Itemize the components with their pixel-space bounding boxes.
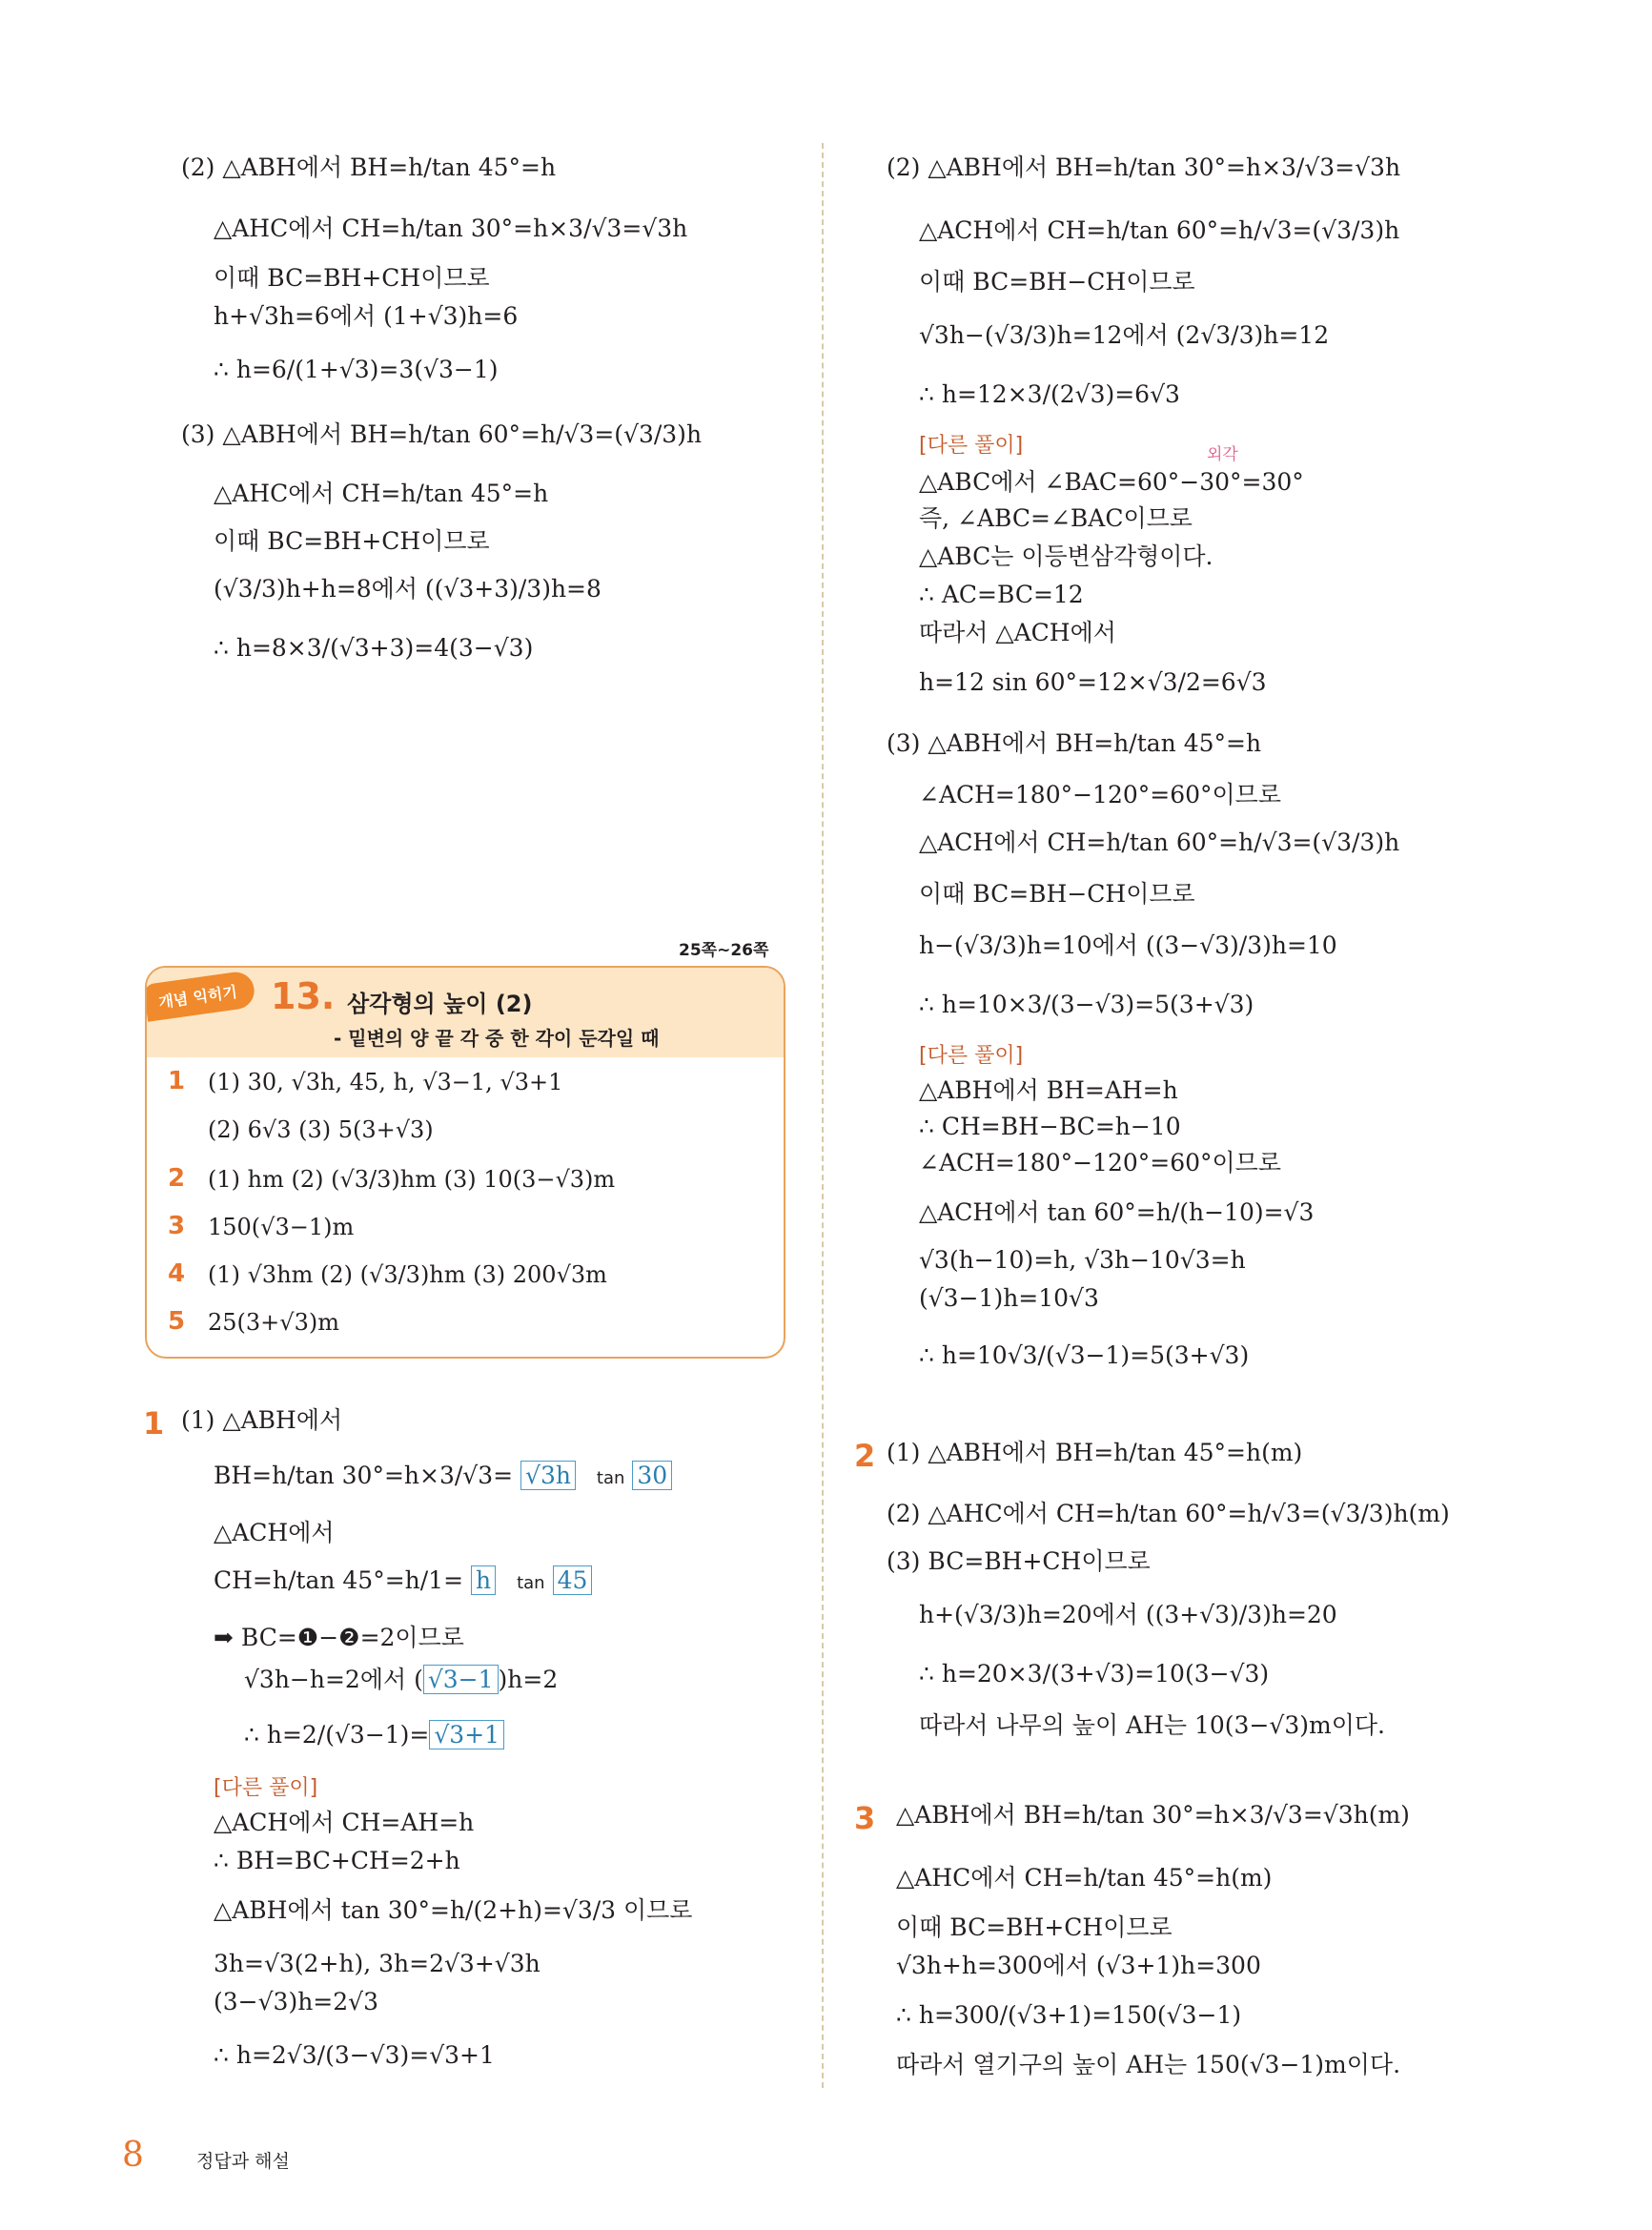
solution-line: ∴ h=8×3/(√3+3)=4(3−√3) [214, 634, 534, 662]
page-number: 8 [122, 2136, 144, 2175]
solution-line: (3) △ABH에서 BH=h/tan 60°=h/√3=(√3/3)h [181, 420, 703, 448]
solution-line [244, 1720, 504, 1750]
answer-text: (1) √3hm (2) (√3/3)hm (3) 200√3m [208, 1261, 607, 1288]
solution-line: △ACH에서 CH=h/tan 60°=h/√3=(√3/3)h [919, 216, 1400, 244]
solution-line: (1) △ABH에서 BH=h/tan 45°=h(m) [887, 1439, 1303, 1466]
alt-solution-tag: [다른 풀이] [919, 1044, 1024, 1068]
solution-line: ∴ h=10√3/(√3−1)=5(3+√3) [919, 1341, 1250, 1369]
solution-line: △ABH에서 BH=AH=h [919, 1076, 1178, 1104]
question-number: 3 [854, 1800, 876, 1836]
answer-blank: 45 [553, 1565, 593, 1595]
solution-line: 이때 BC=BH−CH이므로 [919, 268, 1195, 296]
solution-line: ∴ h=10×3/(3−√3)=5(3+√3) [919, 991, 1254, 1018]
solution-line: 3h=√3(2+h), 3h=2√3+√3h [214, 1950, 540, 1977]
solution-line: △ABH에서 tan 30°=h/(2+h)=√3/3 이므로 [214, 1896, 693, 1924]
solution-line: ∴ CH=BH−BC=h−10 [919, 1113, 1181, 1140]
solution-line: 따라서 열기구의 높이 AH는 150(√3−1)m이다. [896, 2051, 1401, 2078]
solution-line: (1) △ABH에서 [181, 1406, 343, 1434]
concept-box [145, 966, 785, 1359]
solution-line: 이때 BC=BH−CH이므로 [919, 880, 1195, 908]
solution-line: △AHC에서 CH=h/tan 30°=h×3/√3=√3h [214, 215, 688, 242]
solution-line: △ACH에서 tan 60°=h/(h−10)=√3 [919, 1198, 1315, 1226]
solution-line: h+√3h=6에서 (1+√3)h=6 [214, 302, 519, 330]
solution-line: 이때 BC=BH+CH이므로 [896, 1913, 1173, 1941]
answer-blank: √3+1 [429, 1720, 504, 1749]
solution-line: ∴ h=20×3/(3+√3)=10(3−√3) [919, 1660, 1270, 1688]
question-number: 2 [854, 1438, 876, 1474]
solution-line: △AHC에서 CH=h/tan 45°=h [214, 480, 549, 507]
solution-text: √3h−h=2에서 ( [244, 1666, 423, 1693]
solution-line: ∴ h=2√3/(3−√3)=√3+1 [214, 2041, 495, 2069]
solution-line: h−(√3/3)h=10에서 ((3−√3)/3)h=10 [919, 931, 1337, 959]
solution-text: ∴ h=2/(√3−1)= [244, 1721, 430, 1749]
solution-line: √3h+h=300에서 (√3+1)h=300 [896, 1952, 1261, 1979]
answer-blank: √3h [520, 1461, 576, 1490]
solution-line: ∠ACH=180°−120°=60°이므로 [919, 781, 1281, 808]
solution-line: △ACH에서 CH=h/tan 60°=h/√3=(√3/3)h [919, 829, 1400, 856]
answer-number: 5 [168, 1307, 186, 1336]
solution-line: △ABH에서 BH=h/tan 30°=h×3/√3=√3h(m) [896, 1801, 1410, 1829]
solution-line: h+(√3/3)h=20에서 ((3+√3)/3)h=20 [919, 1601, 1337, 1628]
solution-line: (3) BC=BH+CH이므로 [887, 1547, 1151, 1575]
solution-line [214, 1565, 592, 1599]
answer-number: 3 [168, 1212, 186, 1240]
solution-line: (√3/3)h+h=8에서 ((√3+3)/3)h=8 [214, 575, 602, 603]
solution-line: (2) △AHC에서 CH=h/tan 60°=h/√3=(√3/3)h(m) [887, 1500, 1450, 1527]
solution-line: √3(h−10)=h, √3h−10√3=h [919, 1246, 1246, 1274]
solution-text: )h=2 [498, 1666, 559, 1693]
exterior-angle-note: 외각 [1207, 445, 1238, 464]
answer-blank: 30 [632, 1461, 672, 1490]
solution-line [244, 1665, 558, 1695]
footer-label: 정답과 해설 [196, 2151, 290, 2172]
solution-line: ∴ AC=BC=12 [919, 581, 1084, 608]
solution-line: △ACH에서 CH=AH=h [214, 1809, 475, 1836]
page-range: 25쪽~26쪽 [679, 941, 769, 960]
concept-title: 삼각형의 높이 (2) [347, 991, 533, 1017]
solution-line: ➡ BC=❶−❷=2이므로 [214, 1624, 464, 1651]
solution-line: 이때 BC=BH+CH이므로 [214, 264, 490, 292]
solution-line: 따라서 나무의 높이 AH는 10(3−√3)m이다. [919, 1711, 1385, 1739]
answer-text: 25(3+√3)m [208, 1309, 339, 1336]
solution-line: (3−√3)h=2√3 [214, 1988, 378, 2015]
alt-solution-tag: [다른 풀이] [919, 434, 1024, 458]
blank-label: tan [517, 1573, 545, 1593]
solution-line: 이때 BC=BH+CH이므로 [214, 527, 490, 555]
solution-line: h=12 sin 60°=12×√3/2=6√3 [919, 668, 1267, 696]
solution-line: △ACH에서 [214, 1519, 335, 1546]
solution-line: ∴ h=12×3/(2√3)=6√3 [919, 380, 1180, 408]
concept-number: 13. [271, 975, 336, 1017]
answer-number: 2 [168, 1164, 186, 1193]
answer-blank: h [471, 1565, 496, 1595]
question-number: 1 [143, 1405, 165, 1442]
answer-number: 4 [168, 1259, 186, 1288]
solution-line [214, 1461, 672, 1494]
concept-header [147, 968, 784, 1057]
solution-line: △AHC에서 CH=h/tan 45°=h(m) [896, 1864, 1273, 1892]
solution-line: ∴ h=6/(1+√3)=3(√3−1) [214, 356, 499, 383]
column-divider [822, 143, 824, 2088]
solution-text: CH=h/tan 45°=h/1= [214, 1566, 464, 1594]
answer-blank: √3−1 [423, 1665, 499, 1694]
solution-line: (2) △ABH에서 BH=h/tan 30°=h×3/√3=√3h [887, 153, 1401, 181]
solution-line: △ABC는 이등변삼각형이다. [919, 542, 1214, 570]
solution-line: ∴ h=300/(√3+1)=150(√3−1) [896, 2001, 1242, 2029]
concept-subtitle: - 밑변의 양 끝 각 중 한 각이 둔각일 때 [334, 1027, 660, 1050]
answer-text: (2) 6√3 (3) 5(3+√3) [208, 1116, 434, 1143]
answer-text: 150(√3−1)m [208, 1214, 355, 1240]
solution-line: √3h−(√3/3)h=12에서 (2√3/3)h=12 [919, 321, 1330, 349]
blank-label: tan [596, 1468, 625, 1488]
solution-line: (√3−1)h=10√3 [919, 1284, 1099, 1312]
alt-solution-tag: [다른 풀이] [214, 1776, 318, 1800]
solution-line: (3) △ABH에서 BH=h/tan 45°=h [887, 729, 1262, 757]
solution-line: 즉, ∠ABC=∠BAC이므로 [919, 504, 1193, 532]
concept-badge: 개념 익히기 [145, 970, 256, 1022]
solution-line: 따라서 △ACH에서 [919, 619, 1116, 646]
solution-line: ∴ BH=BC+CH=2+h [214, 1847, 460, 1874]
answer-text: (1) 30, √3h, 45, h, √3−1, √3+1 [208, 1069, 563, 1095]
solution-text: BH=h/tan 30°=h×3/√3= [214, 1462, 514, 1489]
solution-line: △ABC에서 ∠BAC=60°−30°=30° [919, 468, 1304, 496]
answer-number: 1 [168, 1067, 186, 1095]
answer-text: (1) hm (2) (√3/3)hm (3) 10(3−√3)m [208, 1166, 616, 1193]
solution-line: (2) △ABH에서 BH=h/tan 45°=h [181, 153, 557, 181]
solution-line: ∠ACH=180°−120°=60°이므로 [919, 1149, 1281, 1176]
